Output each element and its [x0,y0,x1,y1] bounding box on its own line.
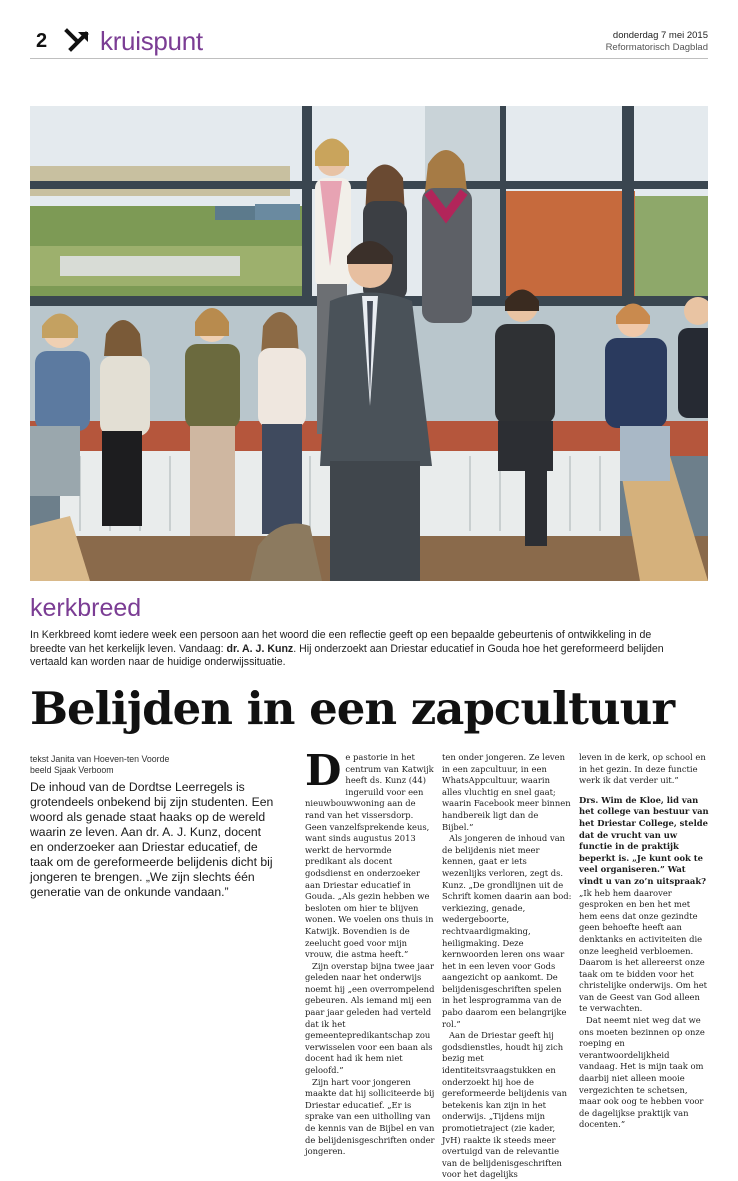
group-photo-illustration [30,106,708,581]
article-column-3 [579,752,709,1131]
header-rule [30,58,708,59]
article-intro: De inhoud van de Dordtse Leerregels is grotendeels onbekend bij zijn studenten. Een woord als genade staat haaks op de wereld waarin ze leven. Aan dr. A. J. Kunz, docent en onderzoeker aan Driestar educatief, de taak om de gereformeerde belijdenis dicht bij jongeren te brengen. „We zijn slechts één generatie van de onkunde vandaan.” [30,780,274,899]
drop-cap: D [305,746,342,795]
paragraph: ten onder jongeren. Ze leven in een zapcultuur, in een WhatsAppcultuur, waarin alles vluchtig en snel gaat; waarin Facebook meer binnen handbereik ligt dan de Bijbel.” [442,752,571,832]
kruispunt-arrow-icon [64,28,92,54]
article-photo [30,106,708,581]
kerkbreed-text-start: In Kerkbreed komt iedere week een persoon aan het woord die een reflectie geeft op een bepaalde gebeurtenis of ontwikkeling in de breedte van het kerkelijk leven. Vandaag: [30,629,652,655]
paragraph: „Ik heb hem daarover gesproken en ben het met hem eens dat onze gezindte geen behoefte heeft aan denktanks en activiteiten die onze leegheid verbloemen. Daarom is het allereerst onze taak om te bidden voor het christelijke onderwijs. Om het van de Geest van God alleen te verwachten. [579,887,708,1014]
newspaper-name: Reformatorisch Dagblad [605,42,708,53]
dateline [606,30,708,54]
paragraph: leven in de kerk, op school en in het gezin. In deze functie werk ik dat verder uit.” [579,752,706,786]
kerkbreed-name: dr. A. J. Kunz [226,642,294,655]
paragraph: Dat neemt niet weg dat we ons moeten bezinnen op onze roeping en verantwoordelijkheid vandaag. Het is mijn taak om daarbij niet alleen mooie vergezichten te schetsen, maar ook oog te hebben voor de dagelijkse praktijk van docenten.” [579,1015,705,1130]
article-column-2 [442,752,572,1181]
article-headline: Belijden in een zapcultuur [30,682,675,735]
paragraph: Aan de Driestar geeft hij godsdienstles, houdt hij zich bezig met identiteitsvraagstukken en onderzoekt hij hoe de gereformeerde belijdenis van betekenis kan zijn in het onderwijs. „Tijdens mijn promotietraject (zie kader, JvH) raakte ik steeds meer overtuigd van de relevantie van de belijdenisgeschriften voor het dagelijks [442,1030,567,1180]
question-text: Drs. Wim de Kloe, lid van het college van bestuur van het Driestar College, stelde dat de vrucht van uw functie in de praktijk beperkt is. „Je kunt ook te veel organiseren.” Wat vindt u van zo’n uitspraak? [579,794,709,886]
kerkbreed-text-end: . Hij onderzoekt aan Driestar educatief in Gouda hoe het gereformeerd belijden vertaald kan worden naar de huidige onderwijssituatie. [30,642,664,668]
issue-date: donderdag 7 mei 2015 [612,30,708,41]
paragraph: Als jongeren de inhoud van de belijdenis niet meer kennen, gaat er iets wezenlijks verloren, zegt ds. Kunz. „De grondlijnen uit de Schrift komen daarin aan bod: verkiezing, genade, wedergeboorte, rechtvaardigmaking, heiligmaking. Deze kernwoorden leren ons waar het in een leven voor Gods aangezicht op aankomt. De belijdenisgeschriften spelen in het lesprogramma van de pabo daarom een belangrijke rol.” [442,833,572,1029]
paragraph: Zijn overstap bijna twee jaar geleden naar het onderwijs noemt hij „een overrompelend gebeuren. Als iemand mij een paar jaar geleden had verteld dat ik het gemeentepredikantschap zou verwisselen voor een baan als docent had ik hem niet geloofd.” [305,960,435,1076]
text-credit: tekst Janita van Hoeven-ten Voorde [30,754,170,764]
kerkbreed-title: kerkbreed [30,594,142,622]
paragraph: Zijn hart voor jongeren maakte dat hij solliciteerde bij Driestar educatief. „Er is sprake van een uitholling van de kennis van de Bijbel en van de belijdenisgeschriften onder jongeren. [305,1076,435,1157]
article-column-1 [305,746,435,1158]
interview-question [579,795,709,888]
page-number: 2 [36,30,48,52]
article-credits [30,754,169,776]
photo-credit: beeld Sjaak Verboom [30,765,114,775]
section-title: kruispunt [100,26,203,56]
kerkbreed-intro [30,629,690,670]
paragraph: e pastorie in het centrum van Katwijk heeft ds. Kunz (44) ingeruild voor een nieuwbouwwoning aan de rand van het vissersdorp. Geen vanzelfsprekende keus, want sinds augustus 2013 werkt de hervormde predikant als docent godsdienst en onderzoeker aan Driestar educatief in Gouda. „Als gezin hebben we besloten om hier te blijven wonen. We voelen ons thuis in Katwijk. Bovendien is de zeelucht goed voor mijn vrouw, die astma heeft.” [305,752,434,960]
